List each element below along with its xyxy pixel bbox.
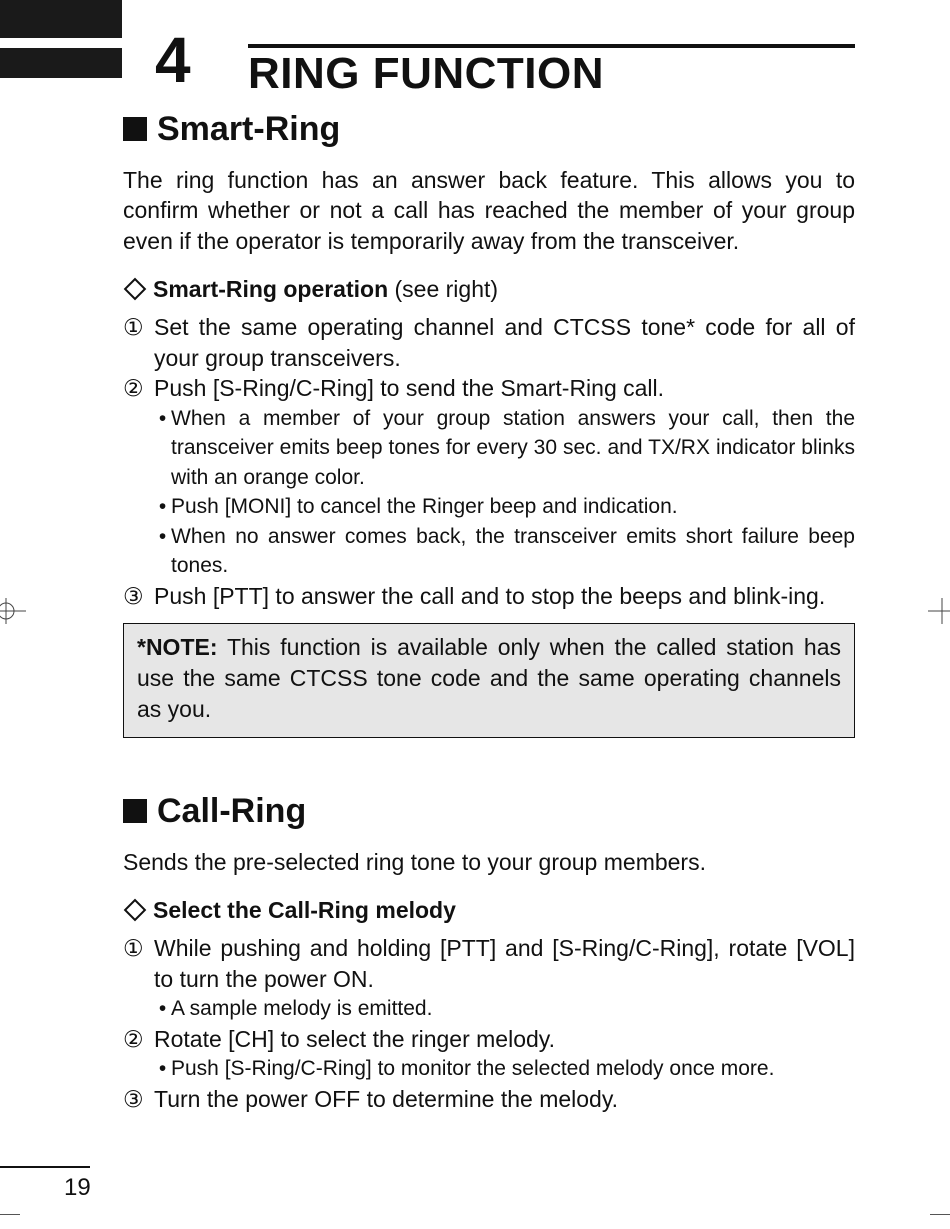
chapter-tab-upper: [0, 0, 122, 38]
smart-ring-title: Smart-Ring: [157, 110, 341, 148]
diamond-icon: [124, 899, 147, 922]
step-text: While pushing and holding [PTT] and [S-Ring/C-Ring], rotate [VOL] to turn the power ON.: [154, 935, 855, 992]
chapter-tab-lower: [0, 48, 122, 78]
step-text: Push [S-Ring/C-Ring] to send the Smart-Ring call.: [154, 375, 665, 401]
step-text: Turn the power OFF to determine the melody.: [154, 1085, 619, 1112]
smart-ring-operation-heading: [123, 274, 855, 304]
note-label: *NOTE:: [137, 634, 218, 660]
chapter-title: RING FUNCTION: [248, 49, 605, 98]
registration-mark-icon: [928, 598, 950, 624]
smart-ring-step-1: [123, 312, 855, 373]
smart-ring-step-2-bullet: [123, 492, 855, 522]
call-ring-melody-heading: [123, 895, 855, 925]
crop-mark: [930, 1214, 950, 1215]
call-ring-step-2: [123, 1024, 855, 1055]
note-text: This function is available only when the called station has use the same CTCSS tone code and the same operating channels as you.: [137, 634, 841, 722]
bullet-text: Push [S-Ring/C-Ring] to monitor the selected melody once more.: [171, 1057, 775, 1080]
smart-ring-step-3: [123, 581, 855, 612]
smart-ring-heading: [123, 108, 855, 151]
page-number: 19: [64, 1174, 91, 1201]
chapter-rule: [248, 44, 855, 48]
smart-ring-step-2-bullet: [123, 522, 855, 581]
call-ring-step-2-bullet: [123, 1054, 855, 1084]
smart-ring-step-2-bullet: [123, 404, 855, 493]
bullet-text: A sample melody is emitted.: [171, 997, 433, 1020]
step-marker: ①: [123, 314, 144, 340]
step-marker: ①: [123, 935, 144, 961]
diamond-icon: [124, 278, 147, 301]
step-marker: ②: [123, 1025, 144, 1052]
call-ring-step-1: [123, 933, 855, 994]
bullet-dot: •: [158, 406, 167, 430]
bullet-dot: •: [158, 1057, 167, 1080]
bullet-dot: •: [158, 524, 167, 548]
step-text: Push [PTT] to answer the call and to stop the beeps and blink-ing.: [154, 582, 826, 609]
note-box: [123, 623, 855, 738]
step-text: Rotate [CH] to select the ringer melody.: [154, 1025, 555, 1052]
square-bullet-icon: [123, 117, 147, 141]
call-ring-step-3: [123, 1084, 855, 1115]
registration-mark-icon: [0, 598, 26, 624]
melody-heading-text: Select the Call-Ring melody: [153, 897, 456, 923]
step-text: Set the same operating channel and CTCSS tone* code for all of your group transceivers.: [154, 314, 855, 371]
step-marker: ③: [123, 582, 144, 609]
step-marker: ③: [123, 1085, 144, 1112]
bullet-text: When no answer comes back, the transceiver emits short failure beep tones.: [171, 524, 855, 577]
operation-heading-text: Smart-Ring operation: [153, 276, 389, 302]
footer-rule: [0, 1166, 90, 1168]
crop-mark: [0, 1214, 20, 1215]
bullet-text: Push [MONI] to cancel the Ringer beep and indication.: [171, 495, 678, 518]
step-marker: ②: [123, 375, 144, 401]
bullet-dot: •: [158, 997, 167, 1020]
square-bullet-icon: [123, 799, 147, 823]
call-ring-intro: Sends the pre-selected ring tone to your group members.: [123, 848, 706, 875]
smart-ring-intro: The ring function has an answer back feature. This allows you to confirm whether or not a call has reached the member of your group even if the operator is temporarily away from the transceiver.: [123, 166, 855, 254]
call-ring-step-1-bullet: [123, 994, 855, 1024]
call-ring-title: Call-Ring: [157, 792, 307, 830]
operation-heading-note: (see right): [394, 276, 499, 302]
call-ring-heading: [123, 790, 855, 833]
page-content: [123, 108, 855, 1114]
chapter-number: 4: [155, 24, 191, 96]
bullet-text: When a member of your group station answers your call, then the transceiver emits beep tones for every 30 sec. and TX/RX indicator blinks with an orange color.: [171, 406, 855, 489]
smart-ring-step-2: [123, 373, 855, 404]
bullet-dot: •: [158, 495, 167, 518]
